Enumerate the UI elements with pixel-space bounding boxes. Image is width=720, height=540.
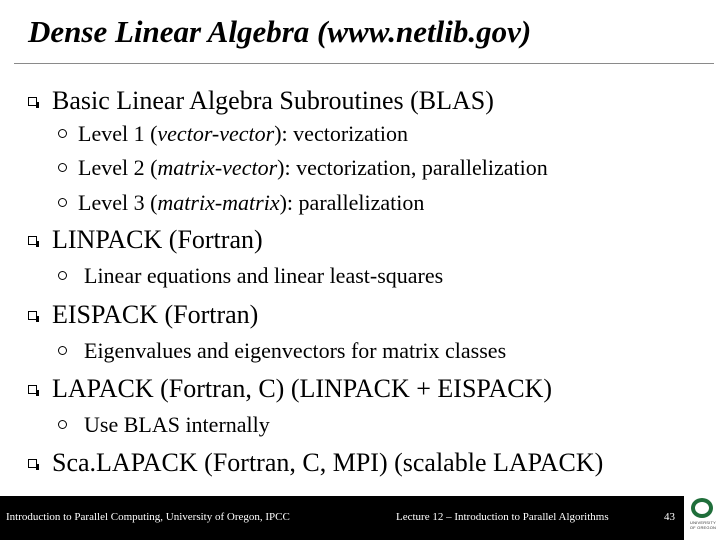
square-bullet-icon (28, 385, 37, 394)
sub-item-text: Eigenvalues and eigenvectors for matrix classes (84, 338, 507, 363)
bullet-label: LINPACK (Fortran) (52, 225, 263, 254)
square-bullet-icon (28, 236, 37, 245)
square-bullet-icon (28, 459, 37, 468)
bullet-label: Basic Linear Algebra Subroutines (BLAS) (52, 86, 494, 115)
ring-bullet-icon (58, 346, 67, 355)
sub-item-text: Use BLAS internally (84, 412, 270, 437)
ring-bullet-icon (58, 198, 67, 207)
footer-lecture: Lecture 12 – Introduction to Parallel Algorithms (396, 511, 609, 523)
ring-bullet-icon (58, 420, 67, 429)
emphasis: matrix-matrix (157, 190, 280, 215)
sub-item-text: Level 3 (matrix-matrix): parallelization (78, 190, 425, 215)
oregon-o-icon (691, 498, 713, 518)
footer-course: Introduction to Parallel Computing, University of Oregon, IPCC (6, 511, 290, 523)
ring-bullet-icon (58, 129, 67, 138)
sub-item-text: Linear equations and linear least-squares (84, 263, 444, 288)
square-bullet-icon (28, 311, 37, 320)
title-divider (14, 63, 714, 64)
bullet-label: LAPACK (Fortran, C) (LINPACK + EISPACK) (52, 374, 553, 403)
bullet-label: Sca.LAPACK (Fortran, C, MPI) (scalable LAPACK) (52, 448, 604, 477)
slide-footer (0, 496, 684, 540)
square-bullet-icon (28, 97, 37, 106)
ring-bullet-icon (58, 163, 67, 172)
slide-title: Dense Linear Algebra (www.netlib.gov) (28, 14, 532, 49)
university-of-oregon-logo (688, 496, 718, 540)
sub-item-text: Level 2 (matrix-vector): vectorization, parallelization (78, 155, 548, 180)
bullet-label: EISPACK (Fortran) (52, 300, 259, 329)
emphasis: matrix-vector (157, 155, 278, 180)
page-number: 43 (664, 511, 675, 523)
ring-bullet-icon (58, 271, 67, 280)
sub-item-text: Level 1 (vector-vector): vectorization (78, 121, 409, 146)
emphasis: vector-vector (157, 121, 275, 146)
logo-text: UNIVERSITY OF OREGON (689, 520, 717, 530)
